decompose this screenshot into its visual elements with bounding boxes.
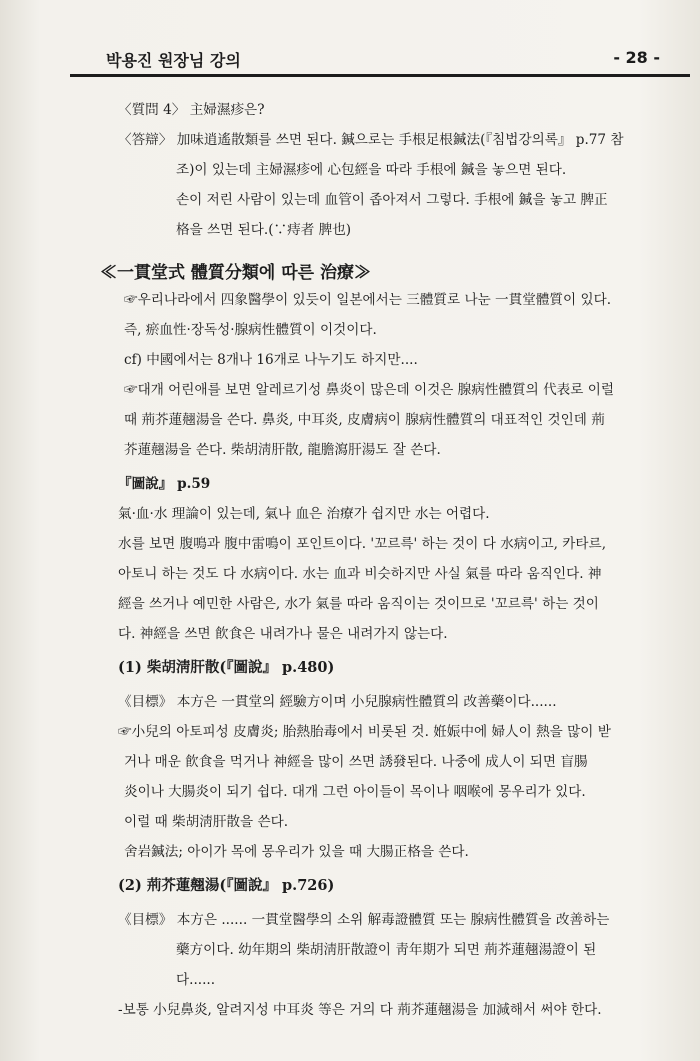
prescription-1-line-5: 이럴 때 柴胡淸肝散을 쓴다. — [124, 814, 289, 830]
section-heading: ≪一貫堂式 體質分類에 따른 治療≫ — [100, 263, 372, 283]
question-label: 〈質問 4〉 — [118, 102, 186, 118]
section-p2-line-2: 때 荊芥蓮翹湯을 쓴다. 鼻炎, 中耳炎, 皮膚病이 腺病性體質의 대표적인 것인데 荊 — [124, 412, 605, 428]
prescription-1-line-3: 거나 매운 飮食을 먹거나 神經을 많이 쓰면 誘發된다. 나중에 成人이 되면 盲腸 — [124, 754, 588, 770]
question-text: 主婦濕疹은? — [189, 102, 265, 118]
section-p1-line-3: cf) 中國에서는 8개나 16개로 나누기도 하지만.... — [124, 352, 418, 368]
prescription-1-line-1: 《目標》 本方은 一貫堂의 經驗方이며 小兒腺病性體質의 改善藥이다...... — [118, 694, 557, 710]
tusul-line-2: 水를 보면 腹鳴과 腹中雷鳴이 포인트이다. '꼬르륵' 하는 것이 다 水病이고, 카타르, — [118, 536, 607, 552]
page-header — [70, 40, 690, 77]
tusul-line-5: 다. 神經을 쓰면 飮食은 내려가나 물은 내려가지 않는다. — [118, 626, 448, 642]
prescription-2-line-3: 다...... — [176, 972, 216, 988]
tusul-line-4: 經을 쓰거나 예민한 사람은, 水가 氣를 따라 움직이는 것이므로 '꼬르륵' 하는 것이 — [118, 596, 599, 612]
section-p1-line-2: 즉, 瘀血性·장독성·腺病性體質이 이것이다. — [124, 322, 377, 338]
answer-line-2: 조)이 있는데 主婦濕疹에 心包經을 따라 手根에 鍼을 놓으면 된다. — [176, 162, 567, 178]
tusul-line-1: 氣·血·水 理論이 있는데, 氣나 血은 治療가 쉽지만 水는 어렵다. — [118, 506, 490, 522]
prescription-2-line-2: 藥方이다. 幼年期의 柴胡淸肝散證이 靑年期가 되면 荊芥蓮翹湯證이 된 — [176, 942, 597, 958]
answer-line-1 — [118, 128, 668, 152]
question-line — [118, 98, 668, 122]
prescription-2-line-1: 《目標》 本方은 ...... 一貫堂醫學의 소위 解毒證體質 또는 腺病性體質을 改善하는 — [118, 912, 610, 928]
prescription-1-line-4: 炎이나 大腸炎이 되기 쉽다. 대개 그런 아이들이 목이나 咽喉에 몽우리가 있다. — [124, 784, 586, 800]
answer-line-3: 손이 저린 사람이 있는데 血管이 좁아져서 그렇다. 手根에 鍼을 놓고 脾正 — [176, 192, 608, 208]
header-title: 박용진 원장님 강의 — [106, 51, 241, 70]
prescription-2-line-4: -보통 小兒鼻炎, 알려지성 中耳炎 等은 거의 다 荊芥蓮翹湯을 加減해서 써야 한다. — [118, 1002, 602, 1018]
page-content — [100, 98, 668, 1022]
section-p1-line-1: ☞우리나라에서 四象醫學이 있듯이 일본에서는 三體質로 나눈 一貫堂體質이 있다. — [124, 292, 612, 308]
section-p2-line-1: ☞대개 어린애를 보면 알레르기성 鼻炎이 많은데 이것은 腺病性體質의 代表로 이럴 — [124, 382, 614, 398]
prescription-1-line-2: ☞小兒의 아토피성 皮膚炎; 胎熱胎毒에서 비롯된 것. 姙娠中에 婦人이 熱을 많이 받 — [118, 724, 611, 740]
answer-label: 〈答辯〉 — [118, 132, 173, 148]
tusul-reference: 『圖說』 p.59 — [118, 476, 211, 492]
answer-line-4: 格을 쓰면 된다.(∵痔者 脾也) — [176, 222, 352, 238]
tusul-line-3: 아토니 하는 것도 다 水病이다. 水는 血과 비슷하지만 사실 氣를 따라 움직인다. 神 — [118, 566, 602, 582]
page-number: - 28 - — [613, 48, 660, 67]
prescription-1-line-6: 舍岩鍼法; 아이가 목에 몽우리가 있을 때 大腸正格을 쓴다. — [124, 844, 469, 860]
answer-text-1: 加味逍遙散類를 쓰면 된다. 鍼으로는 手根足根鍼法(『침법강의록』 p.77 참 — [176, 132, 624, 148]
section-p2-line-3: 芥蓮翹湯을 쓴다. 柴胡淸肝散, 龍膽瀉肝湯도 잘 쓴다. — [124, 442, 441, 458]
prescription-1-title: (1) 柴胡淸肝散(『圖說』 p.480) — [118, 659, 335, 676]
prescription-2-title: (2) 荊芥蓮翹湯(『圖說』 p.726) — [118, 877, 335, 894]
